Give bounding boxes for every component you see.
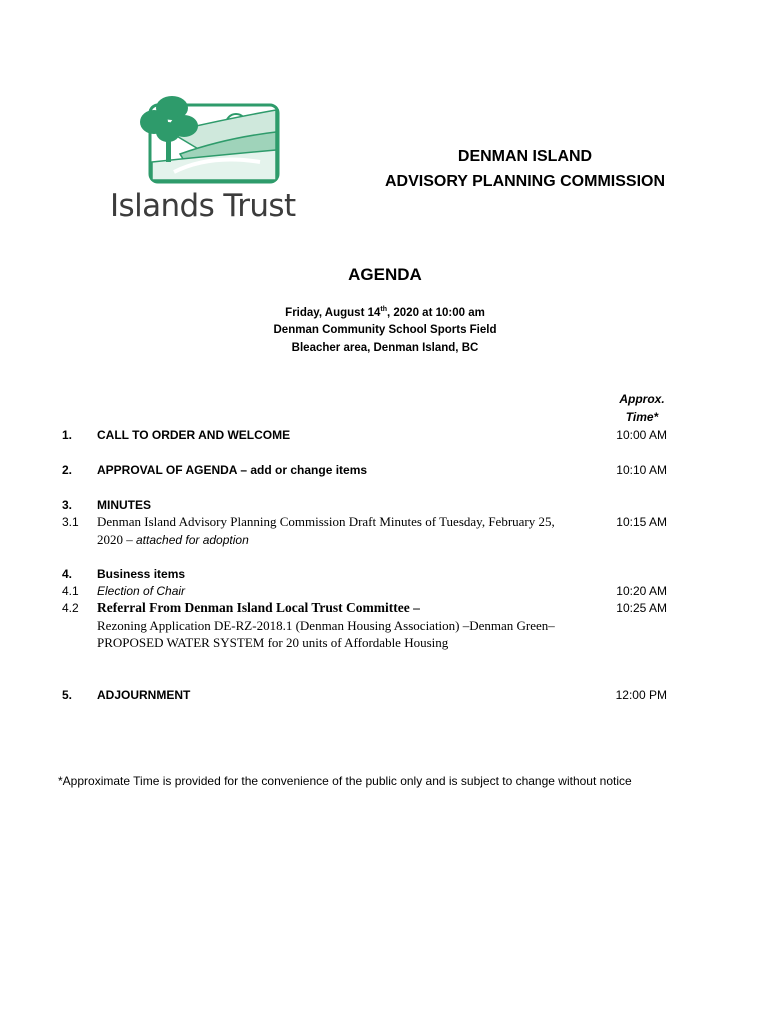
time-header-line1: Approx. bbox=[619, 392, 665, 406]
item-time: 10:00 AM bbox=[616, 428, 667, 442]
agenda-title: AGENDA bbox=[348, 265, 422, 284]
item-number: 2. bbox=[62, 463, 73, 477]
item-time: 10:15 AM bbox=[616, 515, 667, 529]
item-number: 5. bbox=[62, 688, 73, 702]
agenda-item-title: Election of Chair bbox=[97, 584, 186, 598]
item-number: 4.1 bbox=[62, 584, 79, 598]
item-number: 3. bbox=[62, 498, 73, 512]
meeting-date-time: , 2020 at 10:00 am bbox=[387, 306, 485, 319]
item-time: 12:00 PM bbox=[615, 688, 667, 702]
item-number: 4. bbox=[62, 567, 73, 581]
agenda-item-line: Rezoning Application DE-RZ-2018.1 (Denman Housing Association) –Denman Green– bbox=[97, 618, 555, 633]
commission-name: ADVISORY PLANNING COMMISSION bbox=[384, 173, 666, 190]
agenda-item-title: APPROVAL OF AGENDA – add or change items bbox=[97, 463, 368, 477]
item-time: 10:25 AM bbox=[616, 601, 667, 615]
meeting-date-text: Friday, August 14 bbox=[285, 306, 381, 319]
meeting-location: Denman Community School Sports Field bbox=[273, 324, 497, 336]
minutes-note: attached for adoption bbox=[136, 533, 249, 547]
item-number: 4.2 bbox=[62, 601, 79, 615]
agenda-item-line bbox=[97, 532, 249, 548]
agenda-item-title: CALL TO ORDER AND WELCOME bbox=[97, 428, 291, 442]
minutes-year: 2020 – bbox=[97, 532, 136, 547]
agenda-item-title: ADJOURNMENT bbox=[97, 688, 191, 702]
meeting-date-suffix: th bbox=[380, 306, 387, 313]
item-number: 1. bbox=[62, 428, 73, 442]
agenda-item-title: MINUTES bbox=[97, 498, 151, 512]
logo-text: Islands Trust bbox=[110, 188, 296, 224]
islands-trust-logo bbox=[110, 92, 320, 227]
agenda-item-title: Business items bbox=[97, 567, 186, 581]
item-time: 10:10 AM bbox=[616, 463, 667, 477]
item-time: 10:20 AM bbox=[616, 584, 667, 598]
footnote: *Approximate Time is provided for the convenience of the public only and is subject to change without notice bbox=[58, 774, 632, 788]
meeting-area: Bleacher area, Denman Island, BC bbox=[291, 342, 479, 354]
agenda-item-line: PROPOSED WATER SYSTEM for 20 units of Affordable Housing bbox=[97, 635, 449, 650]
meeting-date bbox=[230, 306, 540, 319]
agenda-item-line: Denman Island Advisory Planning Commission Draft Minutes of Tuesday, February 25, bbox=[97, 514, 555, 529]
agenda-item-title: Referral From Denman Island Local Trust Committee – bbox=[97, 600, 420, 615]
item-number: 3.1 bbox=[62, 515, 79, 529]
time-header-line2: Time* bbox=[625, 410, 659, 424]
logo-emblem-icon bbox=[110, 92, 320, 187]
org-name: DENMAN ISLAND bbox=[457, 148, 593, 165]
